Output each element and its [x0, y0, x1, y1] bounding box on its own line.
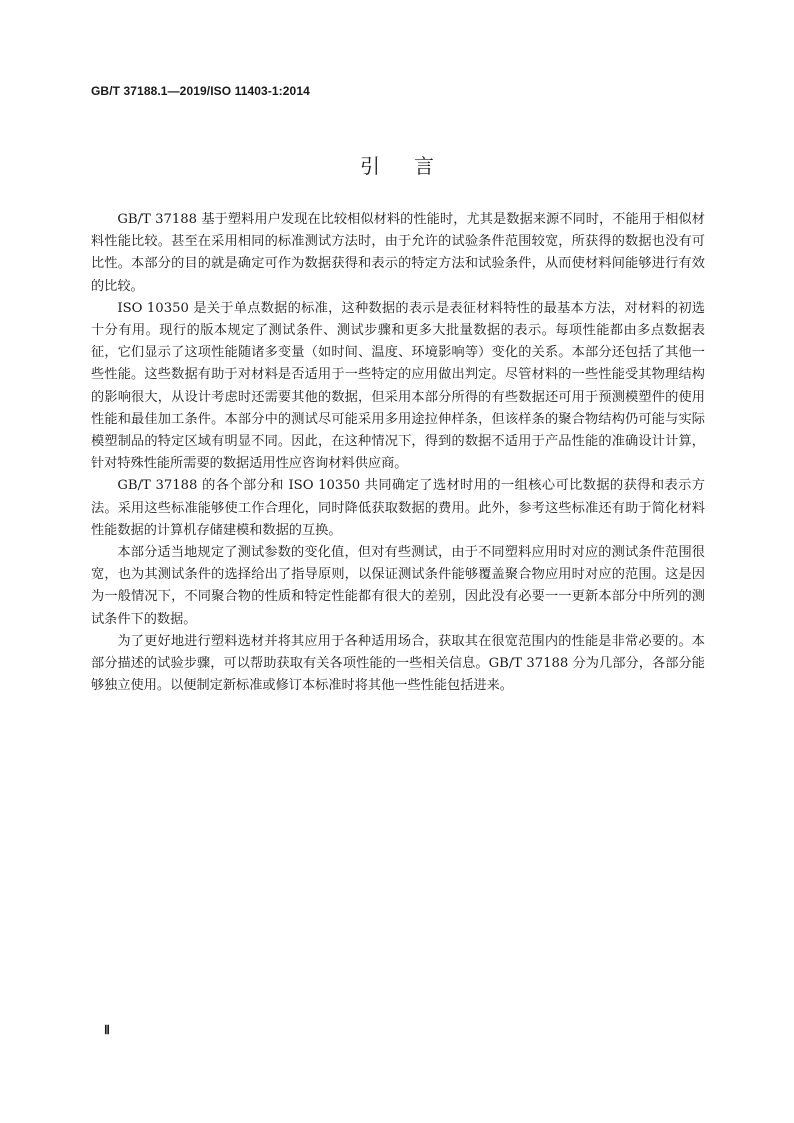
- body-text: [91, 209, 705, 697]
- paragraph-5: 为了更好地进行塑料选材并将其应用于各种适用场合，获取其在很宽范围内的性能是非常必要的。本部分描述的试验步骤，可以帮助获取有关各项性能的一些相关信息。GB/T 37188 分为几部分，各部分能够独立使用。以便制定新标准或修订本标准时将其他一些性能包括进来。: [91, 633, 705, 694]
- paragraph-1: GB/T 37188 基于塑料用户发现在比较相似材料的性能时，尤其是数据来源不同时，不能用于相似材料性能比较。甚至在采用相同的标准测试方法时，由于允许的试验条件范围较宽，所获得的数据也没有可比性。本部分的目的就是确定可作为数据获得和表示的特定方法和试验条件，从而使材料间能够进行有效的比较。: [91, 212, 705, 294]
- page-title: 引言: [360, 154, 468, 178]
- paragraph-3: GB/T 37188 的各个部分和 ISO 10350 共同确定了选材时用的一组核心可比数据的获得和表示方法。采用这些标准能够使工作合理化，同时降低获取数据的费用。此外，参考这些标准还有助于简化材料性能数据的计算机存储建模和数据的互换。: [91, 478, 705, 538]
- paragraph-4: 本部分适当地规定了测试参数的变化值，但对有些测试，由于不同塑料应用时对应的测试条件范围很宽，也为其测试条件的选择给出了指导原则，以保证测试条件能够覆盖聚合物应用时对应的范围。这是因为一般情况下，不同聚合物的性质和特定性能都有很大的差别，因此没有必要一一更新本部分中所列的测试条件下的数据。: [91, 545, 705, 627]
- paragraph-2: ISO 10350 是关于单点数据的标准，这种数据的表示是表征材料特性的最基本方法，对材料的初选十分有用。现行的版本规定了测试条件、测试步骤和更多大批量数据的表示。每项性能都由多点数据表征，它们显示了这项性能随诸多变量（如时间、温度、环境影响等）变化的关系。本部分还包括了其他一些性能。这些数据有助于对材料是否适用于一些特定的应用做出判定。尽管材料的一些性能受其物理结构的影响很大，从设计考虑时还需要其他的数据，但采用本部分所得的有些数据还可用于预测模塑件的使用性能和最佳加工条件。本部分中的测试尽可能采用多用途拉伸样条，但该样条的聚合物结构仍可能与实际模塑制品的特定区域有明显不同。因此，在这种情况下，得到的数据不适用于产品性能的准确设计计算，针对特殊性能所需要的数据适用性应咨询材料供应商。: [91, 300, 705, 472]
- page-number: Ⅱ: [104, 1023, 110, 1037]
- standard-code-header: GB/T 37188.1—2019/ISO 11403-1:2014: [91, 84, 310, 98]
